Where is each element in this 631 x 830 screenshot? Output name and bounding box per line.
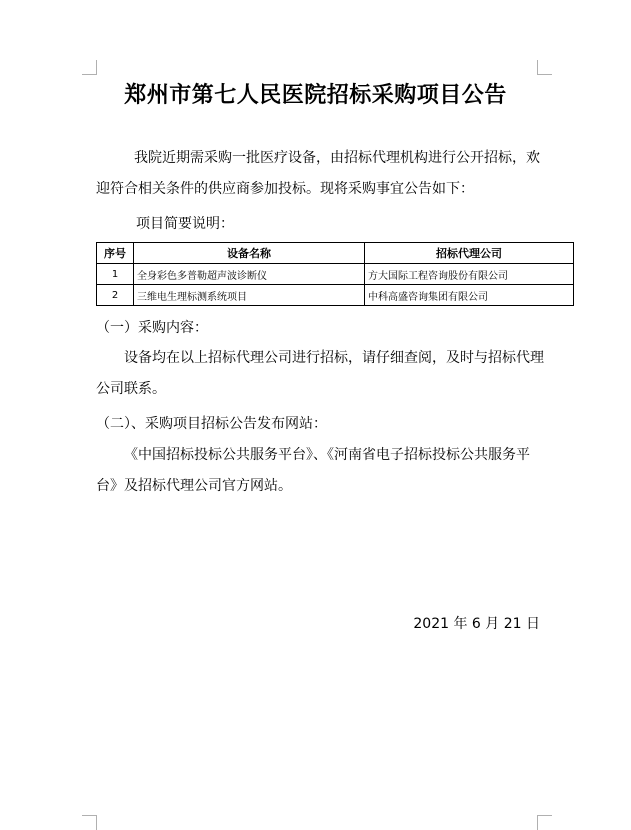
page-corner-mark-top-left [82,60,97,75]
section-2-heading: （二）、采购项目招标公告发布网站： [96,416,327,432]
table-row [97,285,574,306]
table-row [97,264,574,285]
intro-paragraph: 我院近期需采购一批医疗设备，由招标代理机构进行公开招标，欢迎符合相关条件的供应商参加投标。现将采购事宜公告如下： [96,150,540,197]
row-agency: 方大国际工程咨询股份有限公司 [365,264,574,285]
document-title: 郑州市第七人民医院招标采购项目公告 [124,82,507,108]
table-header-row [97,243,574,264]
summary-label: 项目简要说明： [136,216,234,232]
header-number: 序号 [97,243,134,264]
page-corner-mark-top-right [537,60,552,75]
header-device-name: 设备名称 [134,243,365,264]
header-agency: 招标代理公司 [365,243,574,264]
section-1-heading: （一）采购内容： [96,320,208,336]
page-corner-mark-bottom-left [82,815,97,830]
project-table [96,242,574,306]
row-device-name: 三维电生理标测系统项目 [134,285,365,306]
row-number: 1 [97,264,134,285]
row-device-name: 全身彩色多普勒超声波诊断仪 [134,264,365,285]
row-agency: 中科高盛咨询集团有限公司 [365,285,574,306]
section-1-body: 设备均在以上招标代理公司进行招标，请仔细查阅，及时与招标代理公司联系。 [96,350,544,397]
section-2-body: 《中国招标投标公共服务平台》、《河南省电子招标投标公共服务平台》及招标代理公司官方网站。 [96,447,530,494]
row-number: 2 [97,285,134,306]
page-corner-mark-bottom-right [537,815,552,830]
announcement-date: 2021 年 6 月 21 日 [413,616,540,632]
